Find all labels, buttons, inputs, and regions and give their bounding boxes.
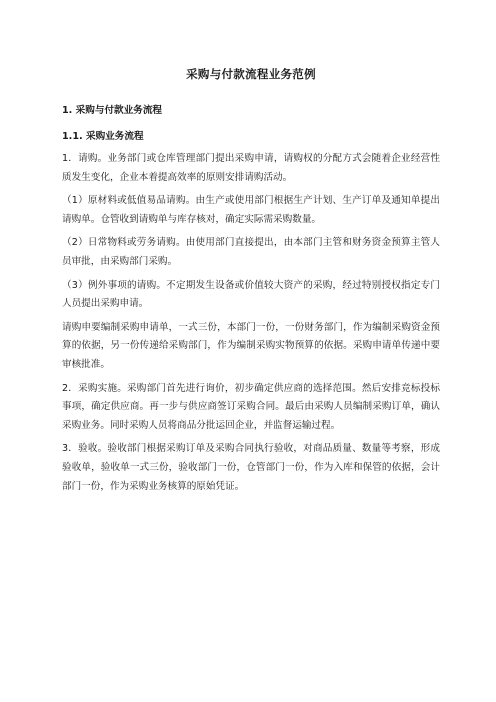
paragraph-daily-supplies-requisition: （2）日常物料或劳务请购。由使用部门直接提出，由本部门主管和财务资金预算主管人员审批，由采购部门采购。 <box>62 237 440 267</box>
paragraph-exception-requisition: （3）例外事项的请购。不定期发生设备或价值较大资产的采购，经过特别授权指定专门人员提出采购申请。 <box>62 279 440 310</box>
document-title: 采购与付款流程业务范例 <box>186 67 316 81</box>
paragraph-requisition-form: 请购申要编制采购申请单，一式三份，本部门一份，一份财务部门，作为编制采购资金预算的依据，另一份传递给采购部门，作为编制采购实物预算的依据。采购申请单传递中要审核批准。 <box>62 321 440 370</box>
subsection-heading: 1.1. 采购业务流程 <box>62 131 144 142</box>
paragraph-requisition: 1．请购。业务部门或仓库管理部门提出采购申请，请购权的分配方式会随着企业经营性质发生变化，企业本着提高效率的原则安排请购活动。 <box>62 153 440 183</box>
paragraph-procurement: 2．采购实施。采购部门首先进行询价，初步确定供应商的选择范围。然后安排竞标投标事项，确定供应商。再一步与供应商签订采购合同。最后由采购人员编制采购订单，确认采购业务。同时采购人员将商品分批运回企业，并监督运输过程。 <box>62 382 440 431</box>
section-heading: 1. 采购与付款业务流程 <box>62 105 163 116</box>
paragraph-inspection: 3．验收。验收部门根据采购订单及采购合同执行验收，对商品质量、数量等考察，形成验收单，验收单一式三份，验收部门一份，仓管部门一份，作为入库和保管的依据，会计部门一份，作为采购业务核算的原始凭证。 <box>62 443 440 492</box>
paragraph-raw-material-requisition: （1）原材料或低值易品请购。由生产或使用部门根据生产计划、生产订单及通知单提出请购单。仓管收到请购单与库存核对，确定实际需采购数量。 <box>62 195 440 225</box>
